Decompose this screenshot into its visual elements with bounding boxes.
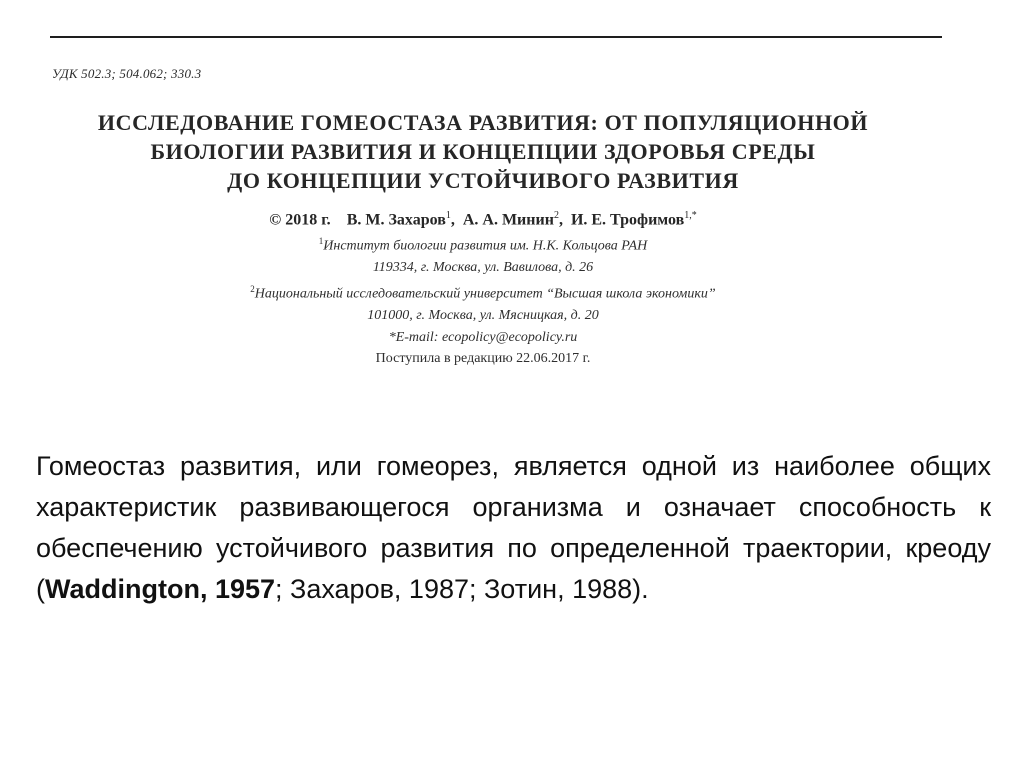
- affiliation-1: [50, 231, 916, 257]
- title-line: ИССЛЕДОВАНИЕ ГОМЕОСТАЗА РАЗВИТИЯ: ОТ ПОПУЛЯЦИОННОЙ: [97, 110, 869, 135]
- article-title: [50, 108, 916, 195]
- udk-code: УДК 502.3; 504.062; 330.3: [52, 66, 202, 81]
- author-name: И. Е. Трофимов: [570, 211, 685, 229]
- article-header: [50, 66, 970, 370]
- title-line: ДО КОНЦЕПЦИИ УСТОЙЧИВОГО РАЗВИТИЯ: [227, 168, 739, 193]
- affiliation-mark: 2: [250, 283, 255, 294]
- author-name: В. М. Захаров: [346, 211, 446, 229]
- top-rule: [50, 36, 942, 38]
- affiliation-name: Институт биологии развития им. Н.К. Кольцова РАН: [323, 238, 648, 254]
- citation-bold: Waddington, 1957: [45, 574, 276, 604]
- affiliation-mark: 1: [318, 236, 324, 247]
- authors-line: © 2018 г. В. М. Захаров$^1$, А. А. Минин$^2$, И. Е. Трофимов$^{1,*}$: [269, 210, 697, 229]
- copyright-year: © 2018 г.: [269, 211, 331, 229]
- affiliation-address: 119334, г. Москва, ул. Вавилова, д. 26: [372, 260, 594, 276]
- author-affil-mark: 1,*: [684, 210, 697, 221]
- received-date: Поступила в редакцию 22.06.2017 г.: [375, 351, 591, 367]
- affiliation-2: [50, 279, 916, 305]
- body-paragraph: [36, 446, 991, 610]
- author-affil-mark: 2: [553, 210, 559, 221]
- body-text-start: Гомеостаз развития, или гомеорез, является одной из наиболее общих характеристик развивающегося организма и означает способность к обеспечению устойчивого развития по определенной траектории, креоду (: [36, 451, 991, 604]
- body-text-end: ; Захаров, 1987; Зотин, 1988).: [275, 574, 649, 604]
- contact-email: *E-mail: ecopolicy@ecopolicy.ru: [388, 329, 578, 345]
- author-affil-mark: 1: [445, 210, 451, 221]
- author-name: А. А. Минин: [462, 211, 554, 229]
- affiliation-name: Национальный исследовательский университет “Высшая школа экономики”: [254, 286, 716, 302]
- affiliation-address: 101000, г. Москва, ул. Мясницкая, д. 20: [367, 308, 599, 324]
- title-line: БИОЛОГИИ РАЗВИТИЯ И КОНЦЕПЦИИ ЗДОРОВЬЯ СРЕДЫ: [150, 139, 816, 164]
